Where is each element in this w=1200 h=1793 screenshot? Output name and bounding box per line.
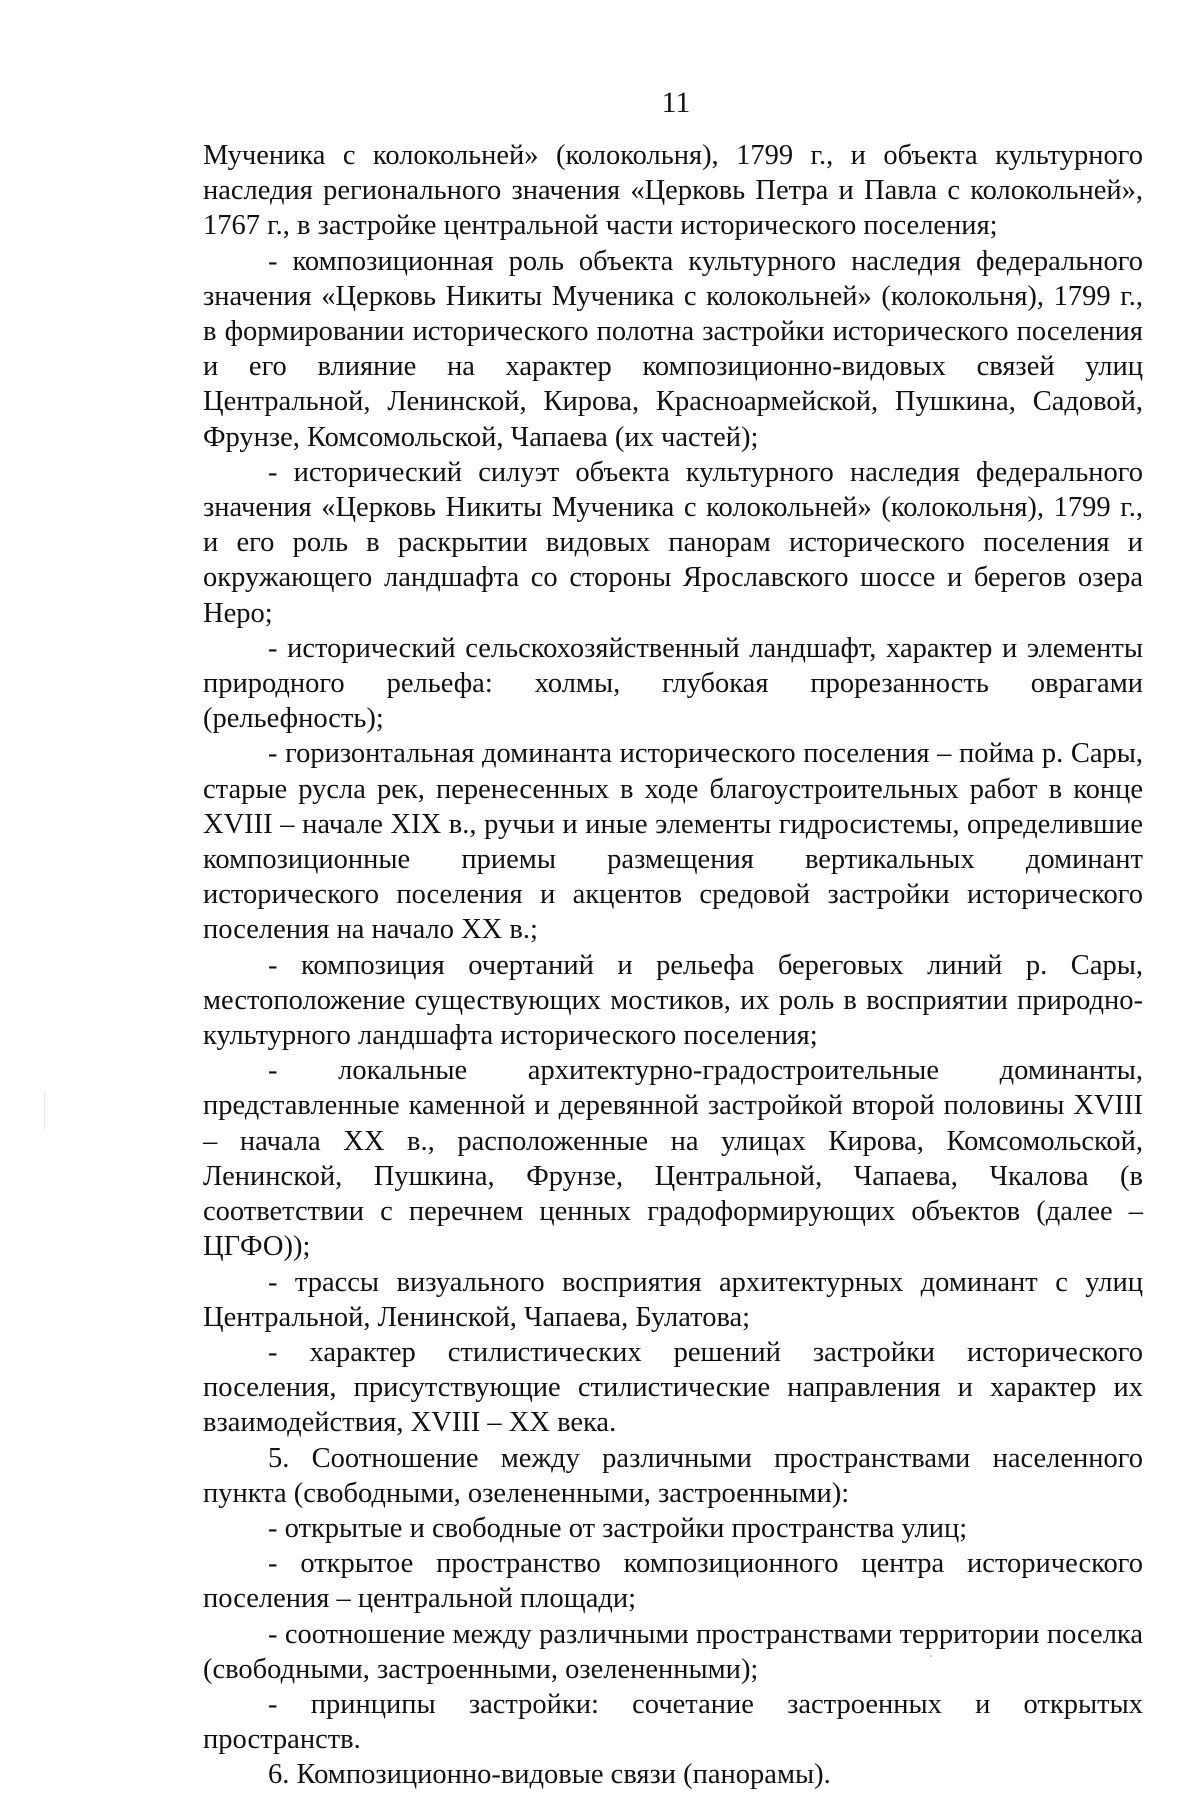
scan-artifact: [44, 1090, 45, 1130]
page-number: 11: [661, 86, 691, 119]
document-body: [203, 138, 1143, 1793]
paragraph: - открытое пространство композиционного центра исторического поселения – центральной площади;: [203, 1548, 1143, 1615]
paragraph: - горизонтальная доминанта исторического поселения – пойма р. Сары, старые русла рек, перенесенных в ходе благоустроительных работ в конце XVIII – начале XIX в., ручьи и иные элементы гидросистемы, определившие композиционные приемы размещения вертикальных доминант исторического поселения и акцентов средовой застройки исторического поселения на начало XX в.;: [203, 738, 1143, 946]
paragraph: - исторический сельскохозяйственный ландшафт, характер и элементы природного рельефа: холмы, глубокая прорезанность оврагами (рельефность);: [203, 632, 1143, 735]
paragraph: 6. Композиционно-видовые связи (панорамы).: [268, 1759, 831, 1791]
paragraph: 5. Соотношение между различными пространствами населенного пункта (свободными, озелененными, застроенными):: [203, 1442, 1143, 1509]
scan-artifact: [930, 1655, 932, 1657]
paragraph: - исторический силуэт объекта культурного наследия федерального значения «Церковь Никиты Мученика с колокольней» (колокольня), 1799 г., и его роль в раскрытии видовых панорам исторического поселения и окружающего ландшафта со стороны Ярославского шоссе и берегов озера Неро;: [203, 456, 1143, 629]
paragraph: - композиционная роль объекта культурного наследия федерального значения «Церковь Никиты Мученика с колокольней» (колокольня), 1799 г., в формировании исторического полотна застройки исторического поселения и его влияние на характер композиционно-видовых связей улиц Центральной, Ленинской, Кирова, Красноармейской, Пушкина, Садовой, Фрунзе, Комсомольской, Чапаева (их частей);: [203, 245, 1143, 453]
paragraph: - локальные архитектурно-градостроительные доминанты, представленные каменной и деревянной застройкой второй половины XVIII – начала XX в., расположенные на улицах Кирова, Комсомольской, Ленинской, Пушкина, Фрунзе, Центральной, Чапаева, Чкалова (в соответствии с перечнем ценных градоформирующих объектов (далее – ЦГФО));: [203, 1055, 1143, 1263]
paragraph: - композиция очертаний и рельефа береговых линий р. Сары, местоположение существующих мостиков, их роль в восприятии природно-культурного ландшафта исторического поселения;: [203, 949, 1143, 1052]
paragraph: - трассы визуального восприятия архитектурных доминант с улиц Центральной, Ленинской, Чапаева, Булатова;: [203, 1266, 1143, 1333]
paragraph: - характер стилистических решений застройки исторического поселения, присутствующие стилистические направления и характер их взаимодействия, XVIII – XX века.: [203, 1336, 1143, 1439]
paragraph: - принципы застройки: сочетание застроенных и открытых пространств.: [203, 1688, 1143, 1756]
paragraph: Мученика с колокольней» (колокольня), 1799 г., и объекта культурного наследия регионального значения «Церковь Петра и Павла с колокольней», 1767 г., в застройке центральной части исторического поселения;: [203, 140, 1143, 242]
paragraph: - соотношение между различными пространствами территории поселка (свободными, застроенными, озелененными);: [203, 1618, 1143, 1685]
paragraph: - открытые и свободные от застройки пространства улиц;: [268, 1512, 968, 1544]
